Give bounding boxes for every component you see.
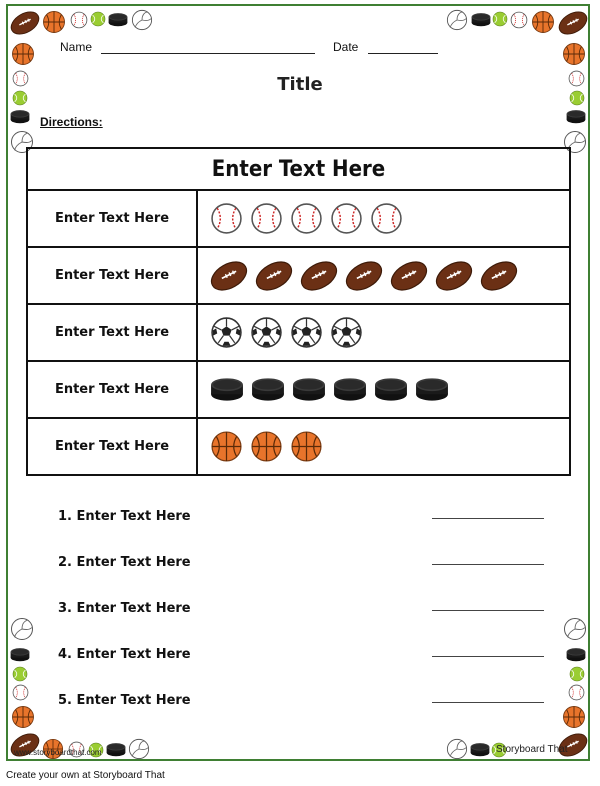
basketball-icon	[42, 10, 66, 34]
footer-text[interactable]: Create your own at Storyboard That	[6, 770, 165, 781]
hockey-puck-icon	[292, 373, 326, 407]
date-label: Date	[333, 40, 359, 54]
baseball-icon	[210, 202, 243, 235]
tennis-ball-icon	[492, 11, 508, 27]
baseball-icon	[510, 11, 528, 29]
basketball-icon	[11, 42, 35, 66]
date-field[interactable]	[333, 40, 438, 54]
football-icon	[210, 257, 248, 295]
baseball-icon	[290, 202, 323, 235]
date-line[interactable]	[368, 41, 438, 54]
row-icons	[198, 248, 569, 303]
football-icon	[300, 257, 338, 295]
baseball-icon	[70, 11, 88, 29]
row-icons	[198, 305, 569, 360]
hockey-puck-icon	[566, 645, 586, 665]
volleyball-icon	[131, 9, 153, 31]
baseball-icon	[370, 202, 403, 235]
name-line[interactable]	[101, 41, 315, 54]
hockey-puck-icon	[210, 373, 244, 407]
hockey-puck-icon	[108, 10, 128, 30]
hockey-puck-icon	[10, 645, 30, 665]
baseball-icon	[330, 202, 363, 235]
baseball-icon	[12, 684, 29, 701]
hockey-puck-icon	[566, 107, 586, 127]
hockey-puck-icon	[471, 10, 491, 30]
directions-label: Directions:	[40, 115, 103, 129]
question-item: 3. Enter Text Here	[58, 601, 191, 616]
football-icon	[558, 8, 588, 38]
football-icon	[345, 257, 383, 295]
row-icons	[198, 362, 569, 417]
hockey-puck-icon	[415, 373, 449, 407]
football-icon	[480, 257, 518, 295]
basketball-icon	[11, 705, 35, 729]
tennis-ball-icon	[569, 666, 585, 682]
hockey-puck-icon	[470, 740, 490, 760]
volleyball-icon	[446, 9, 468, 31]
basketball-icon	[210, 430, 243, 463]
row-label[interactable]: Enter Text Here	[28, 248, 198, 303]
question-item: 2. Enter Text Here	[58, 555, 191, 570]
baseball-icon	[568, 684, 585, 701]
table-row	[28, 191, 569, 248]
row-label[interactable]: Enter Text Here	[28, 305, 198, 360]
worksheet-title: Title	[277, 74, 323, 95]
row-label[interactable]: Enter Text Here	[28, 191, 198, 246]
basketball-icon	[290, 430, 323, 463]
answer-line[interactable]	[432, 702, 544, 703]
row-icons	[198, 191, 569, 246]
football-icon	[10, 8, 40, 38]
hockey-puck-icon	[374, 373, 408, 407]
table-heading: Enter Text Here	[28, 149, 569, 191]
answer-line[interactable]	[432, 656, 544, 657]
basketball-icon	[531, 10, 555, 34]
row-label[interactable]: Enter Text Here	[28, 419, 198, 474]
question-item: 4. Enter Text Here	[58, 647, 191, 662]
question-item: 5. Enter Text Here	[58, 693, 191, 708]
tennis-ball-icon	[90, 11, 106, 27]
name-label: Name	[60, 40, 93, 54]
football-icon	[390, 257, 428, 295]
row-icons	[198, 419, 569, 474]
volleyball-icon	[128, 738, 150, 760]
name-field[interactable]	[60, 40, 315, 54]
soccer-ball-icon	[290, 316, 323, 349]
answer-line[interactable]	[432, 518, 544, 519]
hockey-puck-icon	[106, 740, 126, 760]
soccer-ball-icon	[250, 316, 283, 349]
volleyball-icon	[10, 617, 34, 641]
hockey-puck-icon	[251, 373, 285, 407]
basketball-icon	[562, 42, 586, 66]
answer-line[interactable]	[432, 564, 544, 565]
volleyball-icon	[563, 617, 587, 641]
tennis-ball-icon	[12, 666, 28, 682]
soccer-ball-icon	[210, 316, 243, 349]
basketball-icon	[562, 705, 586, 729]
hockey-puck-icon	[333, 373, 367, 407]
football-icon	[255, 257, 293, 295]
baseball-icon	[250, 202, 283, 235]
football-icon	[435, 257, 473, 295]
soccer-ball-icon	[330, 316, 363, 349]
hockey-puck-icon	[10, 107, 30, 127]
table-row	[28, 248, 569, 305]
answer-line[interactable]	[432, 610, 544, 611]
table-row	[28, 419, 569, 474]
table-row	[28, 305, 569, 362]
watermark-right: Storyboard That	[496, 744, 568, 755]
table-row	[28, 362, 569, 419]
question-item: 1. Enter Text Here	[58, 509, 191, 524]
watermark-left: www.storyboardthat.com	[14, 748, 102, 757]
row-label[interactable]: Enter Text Here	[28, 362, 198, 417]
volleyball-icon	[446, 738, 468, 760]
pictograph-table	[26, 147, 571, 476]
basketball-icon	[250, 430, 283, 463]
